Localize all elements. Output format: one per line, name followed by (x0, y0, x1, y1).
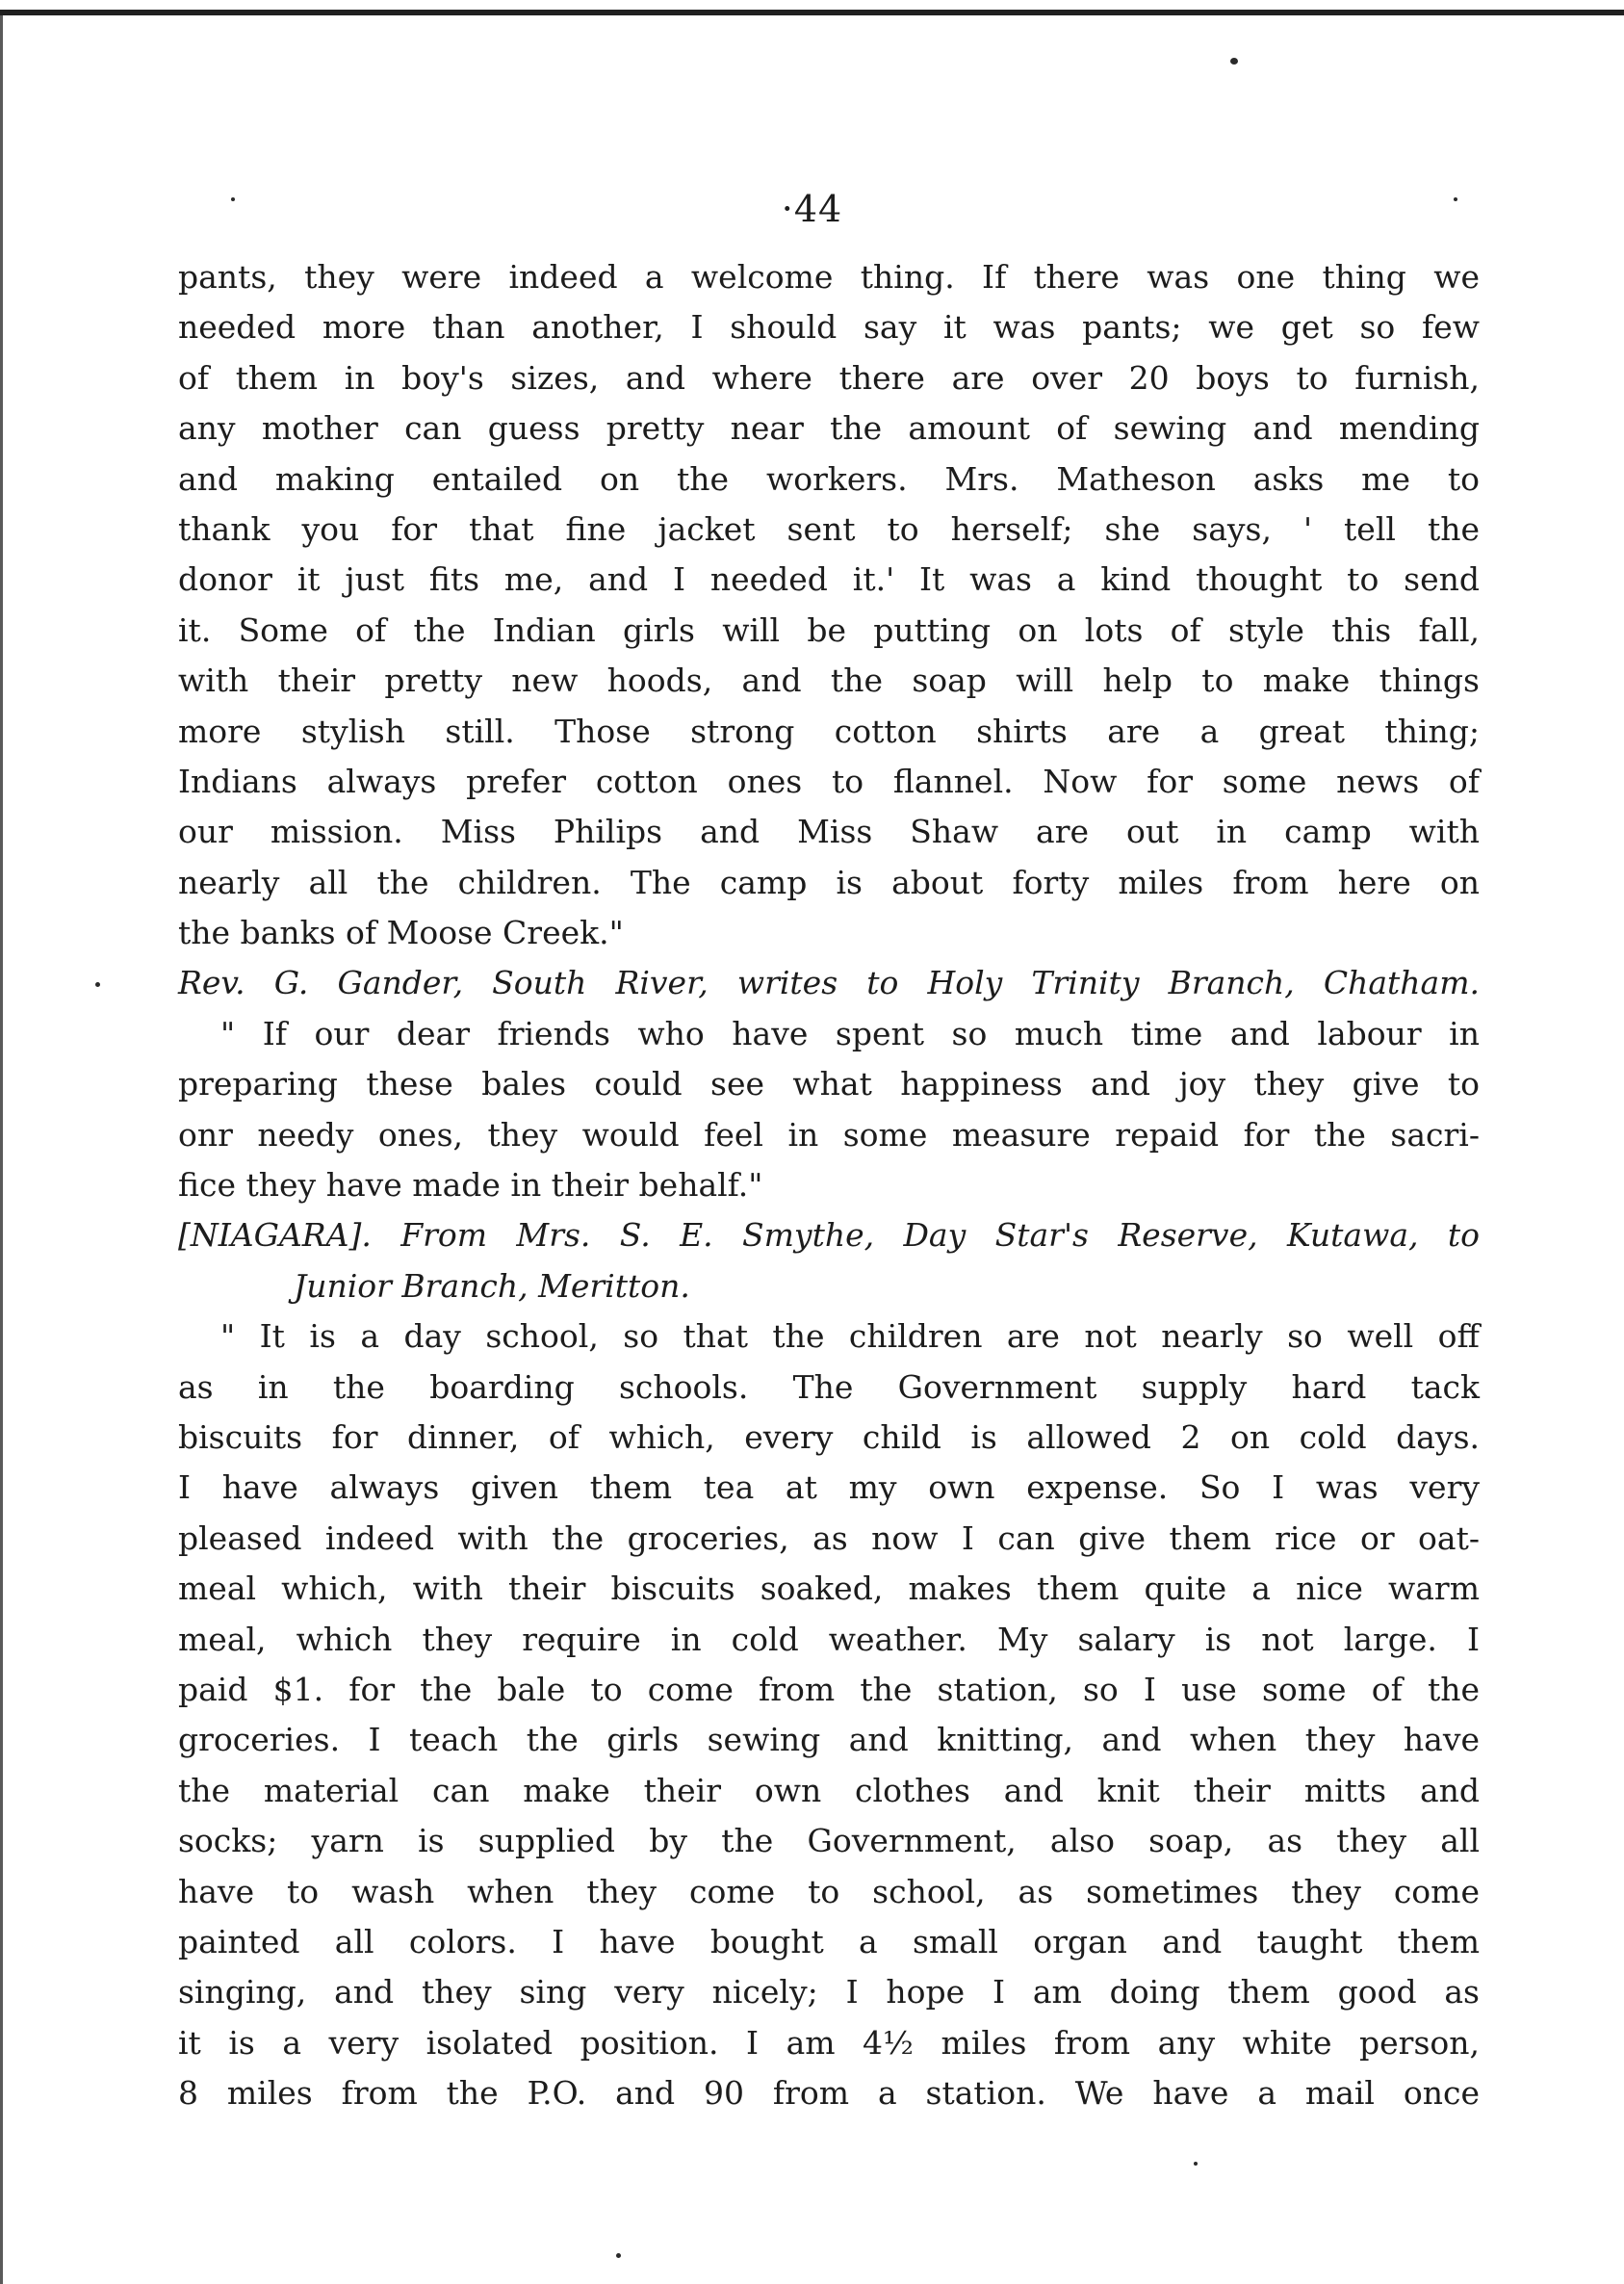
text-line: of them in boy's sizes, and where there are over 20 boys to furnish, (178, 358, 1480, 397)
text-line: Indians always prefer cotton ones to flannel. Now for some news of (178, 762, 1480, 800)
text-line: needed more than another, I should say it was pants; we get so few (178, 308, 1480, 347)
text-line: onr needy ones, they would feel in some measure repaid for the sacri- (178, 1115, 1480, 1154)
text-line: pants, they were indeed a welcome thing. If there was one thing we (178, 258, 1480, 296)
text-line: our mission. Miss Philips and Miss Shaw are out in camp with (178, 813, 1480, 851)
text-line: I have always given them tea at my own expense. So I was very (178, 1468, 1480, 1507)
ink-speck (616, 2253, 621, 2258)
text-line: the material can make their own clothes and knit their mitts and (178, 1771, 1480, 1809)
text-line: more stylish still. Those strong cotton shirts are a great thing; (178, 712, 1480, 750)
text-line: the banks of Moose Creek." (178, 914, 624, 952)
text-line: " It is a day school, so that the children are not nearly so well off (220, 1317, 1480, 1356)
text-line: donor it just fits me, and I needed it.' It was a kind thought to send (178, 560, 1480, 599)
text-line: it. Some of the Indian girls will be putting on lots of style this fall, (178, 610, 1480, 649)
page-number: ·44 (781, 188, 843, 230)
top-border-rule (0, 10, 1624, 15)
text-line: nearly all the children. The camp is about forty miles from here on (178, 863, 1480, 901)
text-line: fice they have made in their behalf." (178, 1166, 763, 1205)
text-line: socks; yarn is supplied by the Government, also soap, as they all (178, 1822, 1480, 1860)
text-line: have to wash when they come to school, as sometimes they come (178, 1872, 1480, 1910)
text-line: singing, and they sing very nicely; I hope I am doing them good as (178, 1973, 1480, 2011)
text-line: with their pretty new hoods, and the soap will help to make things (178, 662, 1480, 700)
text-line: groceries. I teach the girls sewing and knitting, and when they have (178, 1721, 1480, 1759)
text-line: it is a very isolated position. I am 4½ miles from any white person, (178, 2023, 1480, 2062)
text-line: preparing these bales could see what happiness and joy they give to (178, 1065, 1480, 1103)
text-line: biscuits for dinner, of which, every child is allowed 2 on cold days. (178, 1417, 1480, 1456)
letter-heading: Rev. G. Gander, South River, writes to Holy Trinity Branch, Chatham. (178, 964, 1480, 1002)
text-line: " If our dear friends who have spent so much time and labour in (220, 1014, 1480, 1052)
letter-heading-continued: Junior Branch, Meritton. (294, 1266, 690, 1305)
text-line: 8 miles from the P.O. and 90 from a station. We have a mail once (178, 2074, 1480, 2113)
text-line: and making entailed on the workers. Mrs. Matheson asks me to (178, 459, 1480, 498)
ink-speck (1194, 2162, 1198, 2166)
letter-heading: [NIAGARA]. From Mrs. S. E. Smythe, Day Star's Reserve, Kutawa, to (178, 1216, 1480, 1255)
left-page-edge (0, 15, 12, 2284)
text-line: painted all colors. I have bought a small organ and taught them (178, 1922, 1480, 1960)
text-line: any mother can guess pretty near the amount of sewing and mending (178, 409, 1480, 448)
text-line: as in the boarding schools. The Government supply hard tack (178, 1367, 1480, 1406)
ink-speck (1230, 58, 1238, 65)
text-line: thank you for that fine jacket sent to herself; she says, ' tell the (178, 509, 1480, 548)
text-line: pleased indeed with the groceries, as now I can give them rice or oat- (178, 1518, 1480, 1557)
text-line: meal, which they require in cold weather. My salary is not large. I (178, 1620, 1480, 1658)
ink-speck (95, 982, 100, 987)
text-line: meal which, with their biscuits soaked, makes them quite a nice warm (178, 1570, 1480, 1608)
text-line: paid $1. for the bale to come from the station, so I use some of the (178, 1670, 1480, 1708)
body-text (178, 252, 1480, 2118)
